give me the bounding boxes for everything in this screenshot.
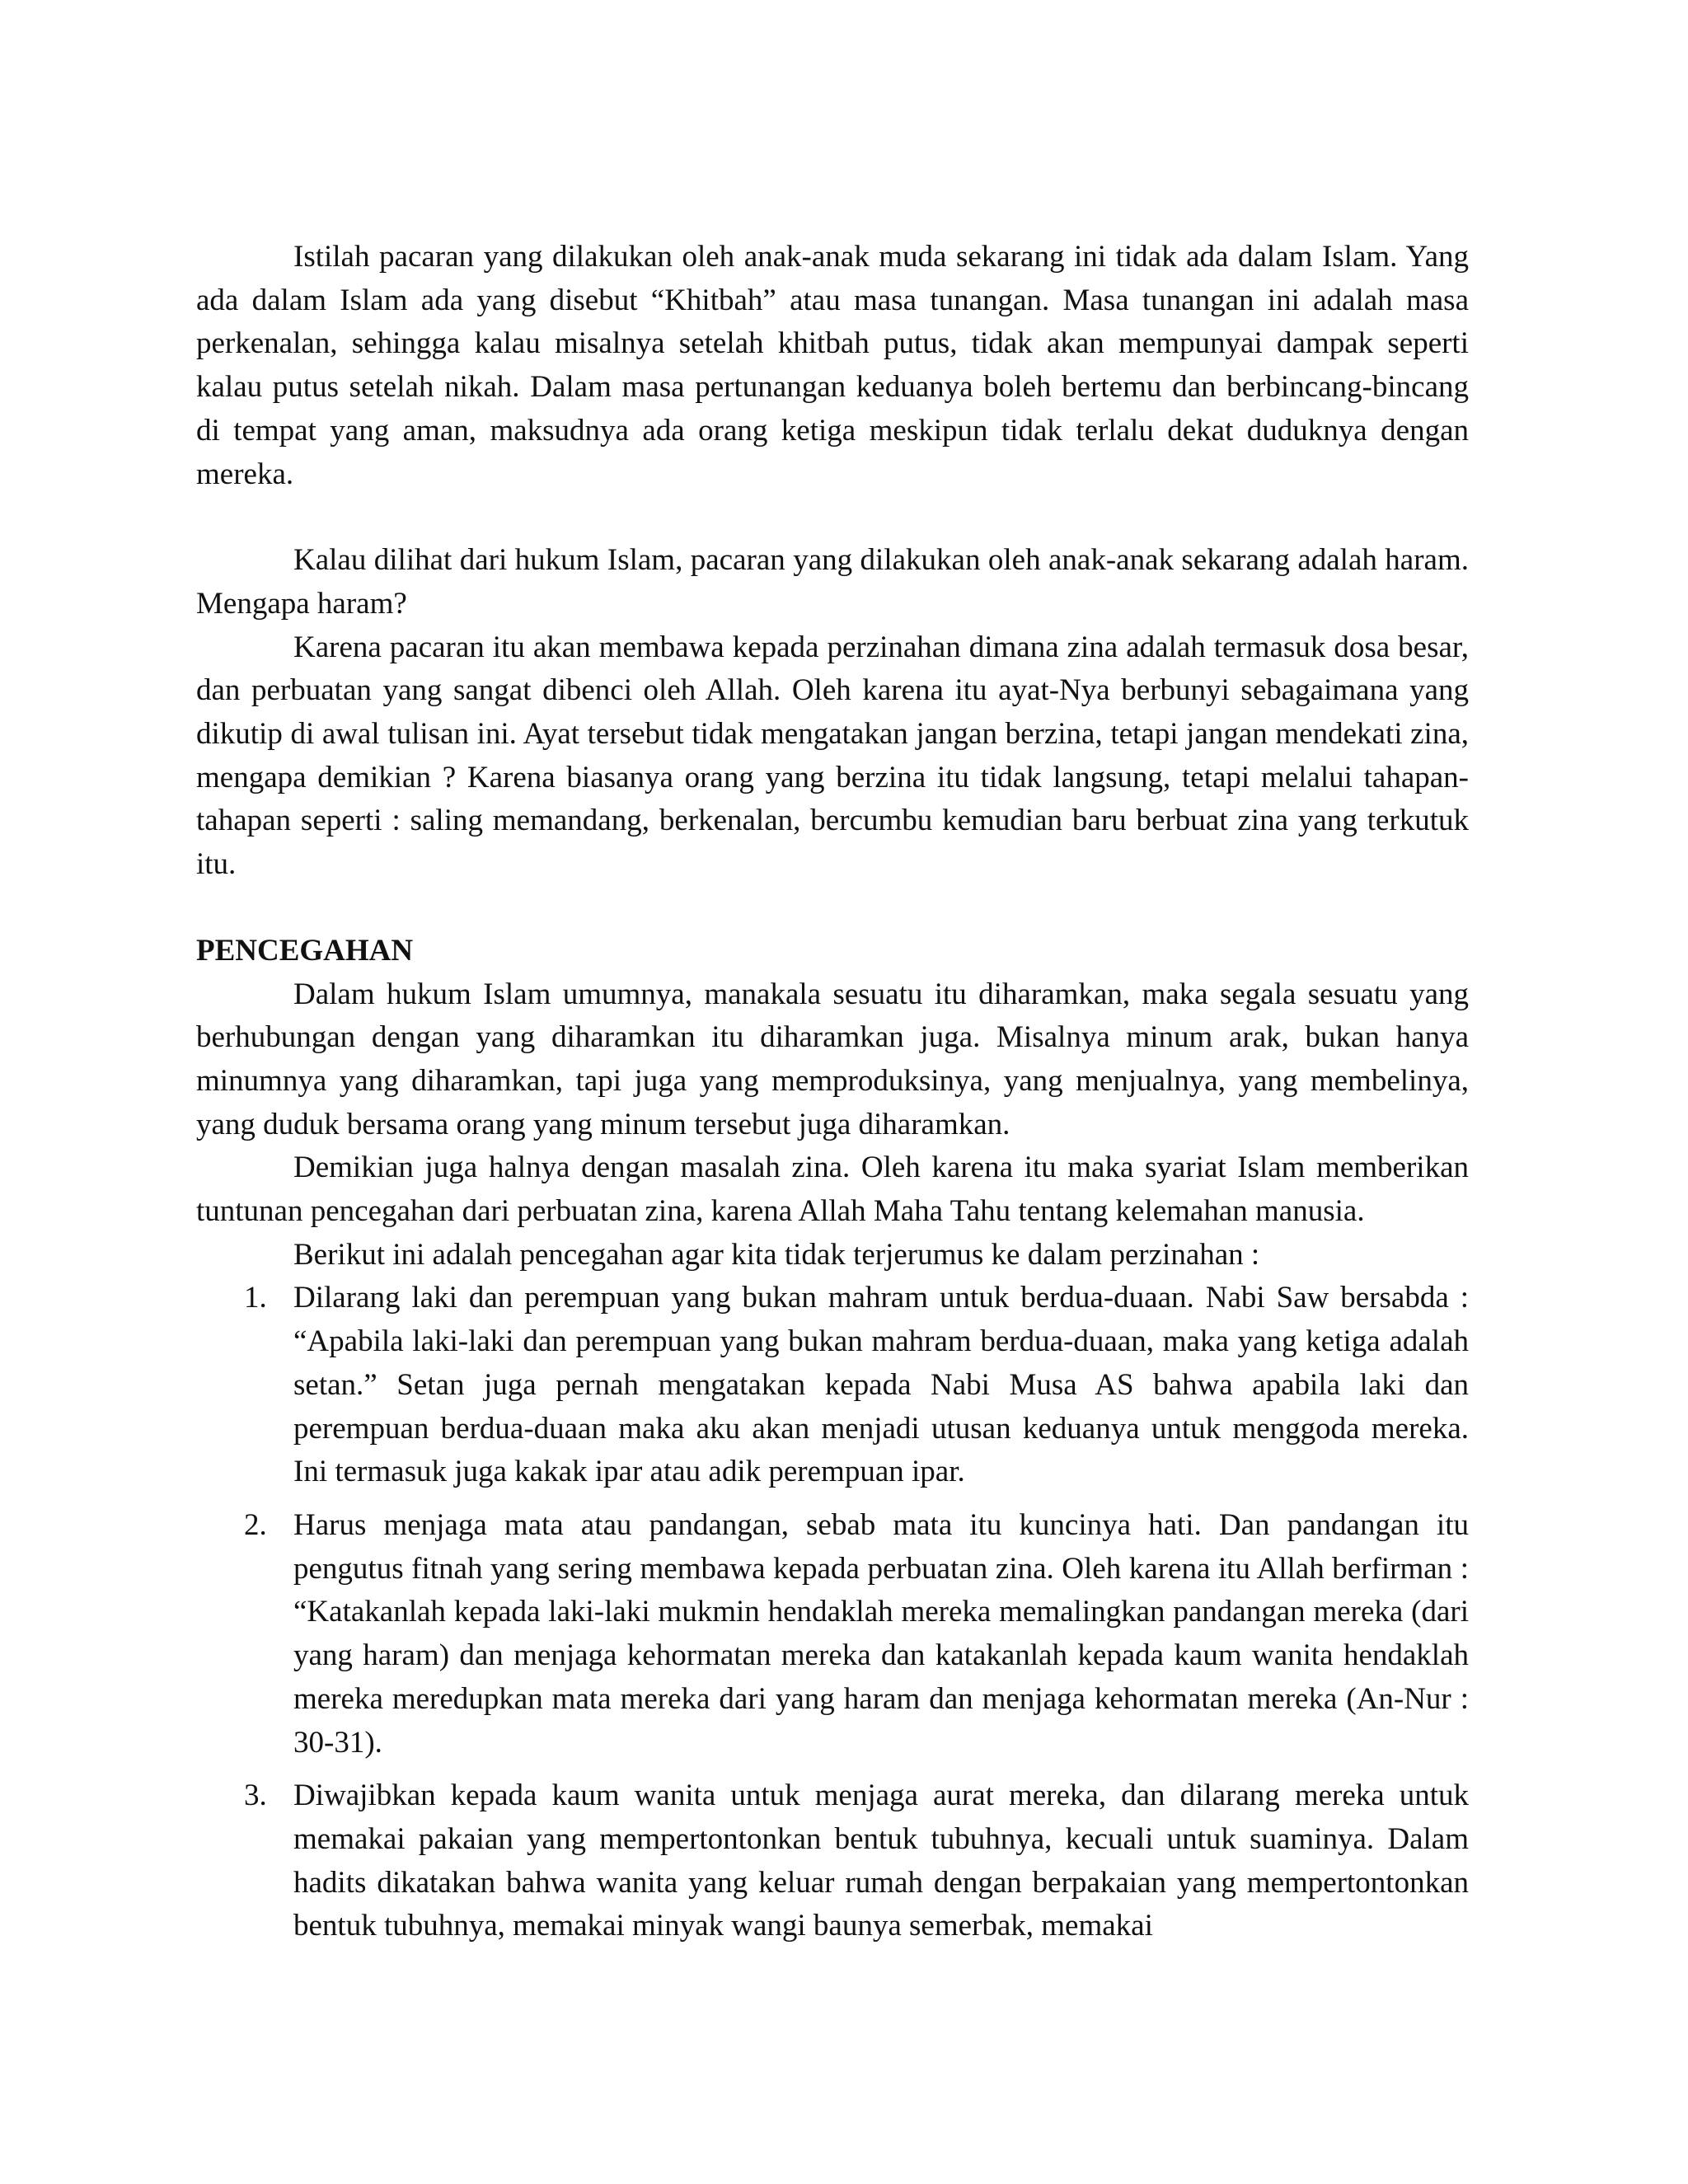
list-item: [196, 1774, 1469, 1948]
paragraph-pacaran-khitbah: Istilah pacaran yang dilakukan oleh anak-anak muda sekarang ini tidak ada dalam Islam. Yang ada dalam Islam ada yang disebut “Khitbah” atau masa tunangan. Masa tunangan ini adalah masa perkenalan, sehingga kalau misalnya setelah khitbah putus, tidak akan mempunyai dampak seperti kalau putus setelah nikah. Dalam masa pertunangan keduanya boleh bertemu dan berbincang-bincang di tempat yang aman, maksudnya ada orang ketiga meskipun tidak terlalu dekat duduknya dengan mereka.: [196, 240, 1469, 491]
list-item: [196, 1504, 1469, 1765]
document-body: [196, 236, 1469, 1958]
list-item-number: 1.: [244, 1281, 267, 1315]
paragraph-diharamkan: Dalam hukum Islam umumnya, manakala sesuatu itu diharamkan, maka segala sesuatu yang berhubungan dengan yang diharamkan itu diharamkan juga. Misalnya minum arak, bukan hanya minumnya yang diharamkan, tapi juga yang memproduksinya, yang menjualnya, yang membelinya, yang duduk bersama orang yang minum tersebut juga diharamkan.: [196, 977, 1469, 1141]
list-item-text: Diwajibkan kepada kaum wanita untuk menjaga aurat mereka, dan dilarang mereka untuk memakai pakaian yang mempertontonkan bentuk tubuhnya, kecuali untuk suaminya. Dalam hadits dikatakan bahwa wanita yang keluar rumah dengan berpakaian yang mempertontonkan bentuk tubuhnya, memakai minyak wangi baunya semerbak, memakai: [293, 1779, 1469, 1943]
paragraph-perzinahan: Karena pacaran itu akan membawa kepada perzinahan dimana zina adalah termasuk dosa besar, dan perbuatan yang sangat dibenci oleh Allah. Oleh karena itu ayat-Nya berbunyi sebagaimana yang dikutip di awal tulisan ini. Ayat tersebut tidak mengatakan jangan berzina, tetapi jangan mendekati zina, mengapa demikian ? Karena biasanya orang yang berzina itu tidak langsung, tetapi melalui tahapan-tahapan seperti : saling memandang, berkenalan, bercumbu kemudian baru berbuat zina yang terkutuk itu.: [196, 630, 1469, 882]
section-heading-pencegahan: PENCEGAHAN: [196, 933, 414, 968]
list-item: [196, 1277, 1469, 1494]
list-item-number: 2.: [244, 1507, 267, 1542]
paragraph-hukum-islam: Kalau dilihat dari hukum Islam, pacaran yang dilakukan oleh anak-anak sekarang adalah haram. Mengapa haram?: [196, 543, 1469, 621]
list-item-number: 3.: [244, 1779, 267, 1813]
list-item-text: Dilarang laki dan perempuan yang bukan mahram untuk berdua-duaan. Nabi Saw bersabda : “Apabila laki-laki dan perempuan yang bukan mahram berdua-duaan, maka yang ketiga adalah setan.” Setan juga pernah mengatakan kepada Nabi Musa AS bahwa apabila laki dan perempuan berdua-duaan maka aku akan menjadi utusan keduanya untuk menggoda mereka. Ini termasuk juga kakak ipar atau adik perempuan ipar.: [293, 1281, 1469, 1489]
prevention-list: [196, 1277, 1469, 1948]
paragraph-syariat-islam: Demikian juga halnya dengan masalah zina. Oleh karena itu maka syariat Islam memberikan tuntunan pencegahan dari perbuatan zina, karena Allah Maha Tahu tentang kelemahan manusia.: [196, 1151, 1469, 1229]
paragraph-list-intro: Berikut ini adalah pencegahan agar kita tidak terjerumus ke dalam perzinahan :: [293, 1237, 1260, 1272]
list-item-text: Harus menjaga mata atau pandangan, sebab mata itu kuncinya hati. Dan pandangan itu pengutus fitnah yang sering membawa kepada perbuatan zina. Oleh karena itu Allah berfirman : “Katakanlah kepada laki-laki mukmin hendaklah mereka memalingkan pandangan mereka (dari yang haram) dan menjaga kehormatan mereka dan katakanlah kepada kaum wanita hendaklah mereka meredupkan mata mereka dari yang haram dan menjaga kehormatan mereka (An-Nur : 30-31).: [293, 1507, 1469, 1760]
